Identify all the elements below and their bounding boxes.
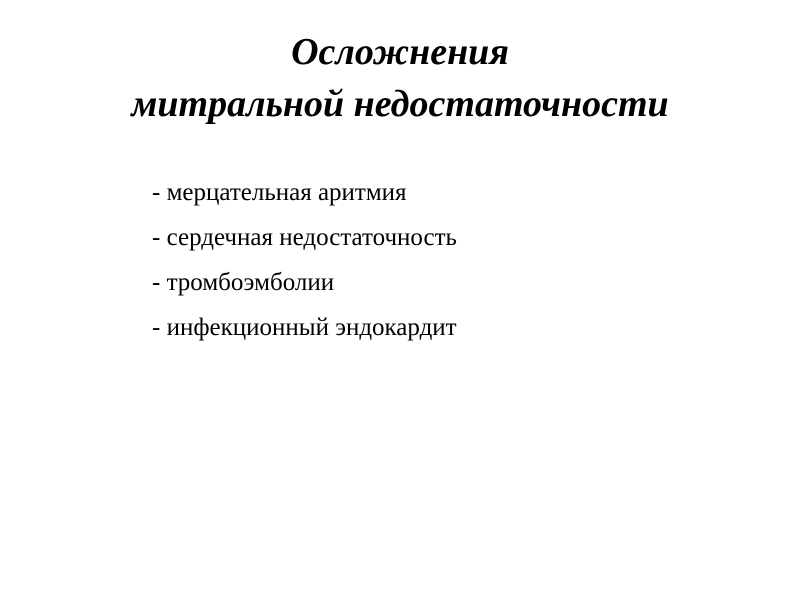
- slide-title: [0, 26, 800, 130]
- list-item-thromboembolism: - тромбоэмболии: [152, 269, 335, 296]
- slide-title-line-1: Осложнения: [291, 31, 509, 73]
- slide-title-line-2: митральной недостаточности: [131, 83, 669, 125]
- complications-list: [152, 178, 457, 358]
- list-item-atrial-fibrillation: - мерцательная аритмия: [152, 179, 407, 206]
- list-item-heart-failure: - сердечная недостаточность: [152, 224, 457, 251]
- list-item-infective-endocarditis: - инфекционный эндокардит: [152, 314, 457, 341]
